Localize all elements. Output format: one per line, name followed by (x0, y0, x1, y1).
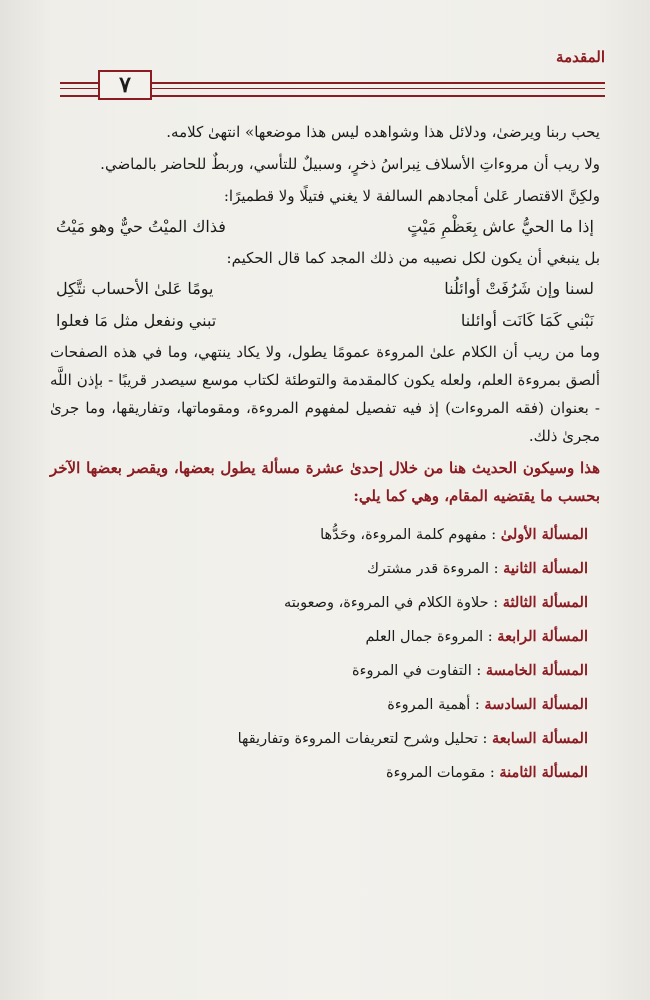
page-number-box (98, 70, 152, 100)
issue-item (50, 586, 588, 620)
issue-item (50, 654, 588, 688)
issue-item (50, 620, 588, 654)
running-title: المقدمة (556, 48, 605, 66)
paragraph: ولا ريب أن مروءاتِ الأسلاف نِبراسُ ذخرٍ، وسبيلٌ للتأسي، وربطٌ للحاضر بالماضي. (100, 155, 600, 173)
issue-text: : مقومات المروءة (386, 765, 500, 781)
paragraph: بل ينبغي أن يكون لكل نصيبه من ذلك المجد كما قال الحكيم: (226, 249, 600, 267)
verse-second-hemistich: تبني ونفعل مثل مَا فعلوا (56, 311, 217, 330)
paragraph: يحب ربنا ويرضىٰ، ودلائل هذا وشواهده ليس هذا موضعها» انتهىٰ كلامه. (166, 123, 600, 141)
issues-list (50, 518, 600, 790)
issue-text: : المروءة جمال العلم (365, 629, 498, 645)
issue-label: المسألة الثالثة (502, 594, 588, 611)
poem-verse (50, 274, 600, 304)
issue-label: المسألة السادسة (484, 696, 588, 713)
page-number: ٧ (119, 72, 131, 98)
poem-verse (50, 212, 600, 242)
issue-item (50, 518, 588, 552)
highlighted-paragraph: هذا وسيكون الحديث هنا من خلال إحدىٰ عشرة مسألة يطول بعضها، ويقصر بعضها الآخر بحسب ما يقتضيه المقام، وهي كما يلي: (50, 459, 600, 505)
issue-label: المسألة الأولىٰ (500, 526, 588, 543)
paragraph: ولكِنَّ الاقتصار عَلىٰ أمجادهم السالفة لا يغني فتيلًا ولا قطميرًا: (223, 187, 600, 205)
verse-first-hemistich: لسنا وإن شَرُفَتْ أوائلُنا (444, 279, 594, 298)
poem-verse (50, 306, 600, 336)
issue-text: : التفاوت في المروءة (352, 663, 486, 679)
issue-label: المسألة الخامسة (485, 662, 588, 679)
issue-text: : حلاوة الكلام في المروءة، وصعوبته (283, 595, 503, 611)
issue-text: : مفهوم كلمة المروءة، وحَدُّها (320, 527, 501, 543)
page-header (60, 48, 605, 98)
issue-text: : أهمية المروءة (387, 697, 485, 713)
issue-item (50, 756, 588, 790)
issue-text: : تحليل وشرح لتعريفات المروءة وتفاريقها (237, 731, 492, 747)
issue-text: : المروءة قدر مشترك (366, 561, 504, 577)
issue-label: المسألة الثامنة (499, 764, 588, 781)
issue-item (50, 688, 588, 722)
issue-item (50, 552, 588, 586)
verse-first-hemistich: إذا ما الحيُّ عاش بِعَظْمِ مَيْتٍ (407, 217, 594, 236)
paragraph: وما من ريب أن الكلام علىٰ المروءة عمومًا يطول، ولا يكاد ينتهي، وما في هذه الصفحات ألصق بمروءة العلم، ولعله يكون كالمقدمة والتوطئة لكتاب موسع سيصدر قريبًا - بإذن اللَّه - بعنوان (فقه المروءات) إذ فيه تفصيل لمفهوم المروءة، ومقوماتها، وتفاريقها، وما جرىٰ مجرىٰ ذلك. (50, 343, 600, 445)
verse-first-hemistich: نَبْني كَمَا كَانَت أوائلنا (460, 311, 594, 330)
verse-second-hemistich: يومًا عَلىٰ الأحساب نتَّكِل (56, 279, 214, 298)
issue-label: المسألة الثانية (503, 560, 588, 577)
verse-second-hemistich: فذاك الميْتُ حيٌّ وهو مَيْتُ (56, 217, 226, 236)
issue-label: المسألة الرابعة (497, 628, 588, 645)
page-content (50, 118, 600, 790)
issue-item (50, 722, 588, 756)
issue-label: المسألة السابعة (491, 730, 588, 747)
